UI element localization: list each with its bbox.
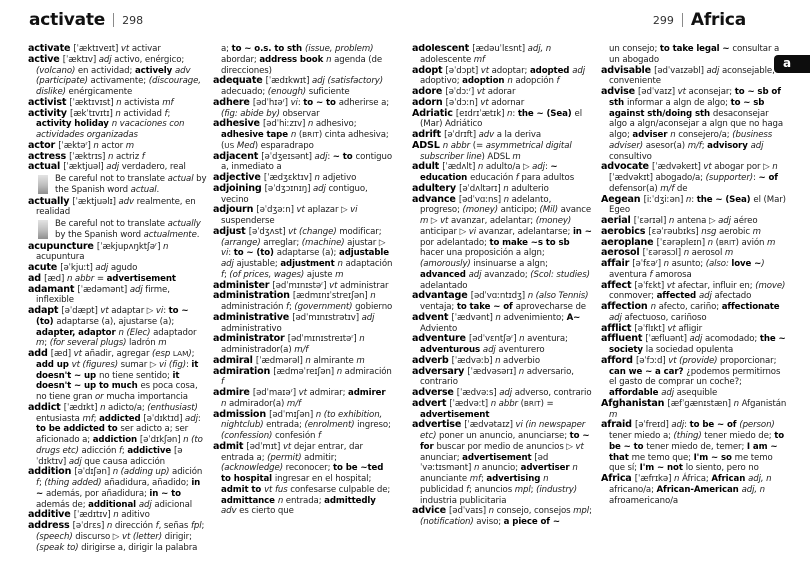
dictionary-entry: ad [æd] n abbr = advertisement: [28, 272, 176, 284]
dictionary-entry: admiration [ædməˈreɪʃən] n admiración f: [213, 365, 392, 388]
dictionary-entry: adverb [ˈædvəːb] n adverbio: [412, 354, 540, 366]
dictionary-entry: adventure [ədˈvɛntʃəʳ] n aventura; adventurous adj aventurero: [412, 333, 568, 355]
dictionary-entry: afflict [əˈflɪkt] vt afligir: [601, 322, 703, 334]
page-number-right: 299: [652, 13, 674, 27]
dictionary-entry: add [æd] vt añadir, agregar (esp LAM); add up vt (figures) sumar ▷ vi (fig): it doesn't ~ up no tiene sentido; it doesn't ~ up to much es poca cosa, no tiene gran or mucha importancia: [28, 348, 199, 402]
dictionary-entry: administrative [ədˈmɪnɪstrətɪv] adj administrativo: [213, 311, 375, 334]
dictionary-entry: affluent [ˈæfluənt] adj acomodado; the ~ society la sociedad opulenta: [601, 333, 786, 355]
dictionary-entry: afraid [əˈfreɪd] adj: to be ~ of (person) tener miedo a; (thing) tener miedo de; to be ~ to tener miedo de, temer; I am ~ that me temo que; I'm ~ so me temo que sí; I'm ~ not lo siento, pero no: [601, 419, 785, 474]
header-divider: [682, 13, 683, 27]
dictionary-entry: Adriatic [eɪdrɪˈætɪk] n: the ~ (Sea) el (Mar) Adriático: [412, 107, 583, 130]
dictionary-entry: addition [əˈdɪʃən] n (adding up) adición f; (thing added) añadidura, añadido; in ~ además, por añadidura; in ~ to además de; additional adj adicional: [28, 466, 203, 510]
dictionary-entry: aerobics [ɛəˈrəubɪks] nsg aerobic m: [601, 225, 761, 237]
dictionary-entry: active [ˈæktɪv] adj activo, enérgico; (volcano) en actividad; actively adv (participate) activamente; (discourage, dislike) enérgicamente: [28, 53, 201, 97]
dictionary-entry: advertise [ˈædvətaɪz] vi (in newspaper etc) poner un anuncio, anunciarse; to ~ for buscar por medio de anuncios ▷ vt anunciar; advertisement [ədˈvəːtɪsmənt] n anuncio; advertiser n anunciante mf; advertising n publicidad f; anuncios mpl; (industry) industria publicitaria: [412, 419, 590, 506]
dictionary-entry: advise [ədˈvaɪz] vt aconsejar; to ~ sb of sth informar a algn de algo; to ~ sb against sth/doing sth desaconsejar algo a algn/aconsejar a algn que no haga algo; adviser n consejero/a; (business adviser) asesor(a) m/f; advisory adj consultivo: [601, 86, 784, 162]
dictionary-entry: adapt [əˈdæpt] vt adaptar ▷ vi: to ~ (to) adaptarse (a), ajustarse (a); adapter, adaptor n (Elec) adaptador m; (for several plugs) ladrón m: [28, 305, 197, 349]
running-head-left: [29, 10, 143, 30]
dictionary-entry: administration [ædmɪnɪˈstreɪʃən] n administración f; (government) gobierno: [213, 290, 393, 312]
dictionary-entry: adolescent [ædəuˈlɛsnt] adj, n adolescente mf: [412, 44, 552, 65]
dictionary-entry: additive [ˈædɪtɪv] n aditivo: [28, 509, 150, 521]
dictionary-columns: [0, 44, 810, 566]
dictionary-entry: adequate [ˈædɪkwɪt] adj (satisfactory) adecuado; (enough) suficiente: [213, 75, 384, 97]
dictionary-entry: adjoining [əˈdʒɔɪnɪŋ] adj contiguo, vecino: [213, 182, 368, 205]
usage-note: Be careful not to translate actually by the Spanish word actualmente.: [28, 219, 207, 241]
usage-note: Be careful not to translate actual by the Spanish word actual.: [28, 174, 207, 196]
dictionary-entry: activity [ækˈtɪvɪtɪ] n actividad f; activity holiday n vacaciones con actividades organizadas: [28, 107, 185, 140]
dictionary-entry: acupuncture [ˈækjupʌŋktʃəʳ] n acupuntura: [28, 240, 169, 263]
dictionary-entry: afford [əˈfɔːd] vt (provide) proporcionar; can we ~ a car? ¿podemos permitirnos el gasto de comprar un coche?; affordable adj asequible: [601, 354, 781, 398]
first-headword: activate: [29, 10, 106, 30]
header-divider: [113, 13, 114, 27]
dictionary-entry: actually [ˈæktjuəlɪ] adv realmente, en realidad: [28, 195, 196, 218]
dictionary-entry: admiral [ˈædmərəl] n almirante m: [213, 354, 365, 366]
dictionary-entry: affect [əˈfɛkt] vt afectar, influir en; (move) conmover; affected adj afectado: [601, 279, 786, 302]
dictionary-entry: aerial [ˈɛərɪəl] n antena ▷ adj aéreo: [601, 215, 758, 226]
dictionary-entry: addict [ˈædɪkt] n adicto/a; (enthusiast) entusiasta mf; addicted [əˈdɪktɪd] adj: to be addicted to ser adicto a; ser aficionado a; addiction [əˈdɪkʃən] n (to drugs etc) adicción f; addictive [əˈdɪktɪv] adj que causa adicción: [28, 401, 203, 467]
dictionary-entry: adrift [əˈdrɪft] adv a la deriva: [412, 129, 542, 140]
dictionary-entry: adopt [əˈdɔpt] vt adoptar; adopted adj adoptivo; adoption n adopción f: [412, 64, 586, 87]
dictionary-entry: actor [ˈæktəʳ] n actor m: [28, 139, 134, 151]
page-number-left: 298: [122, 13, 144, 27]
dictionary-entry: advance [ədˈvɑːns] n adelanto, progreso; (money) anticipo; (Mil) avance m ▷ vt avanzar, adelantar; (money) anticipar ▷ vi avanzar, adelantarse; in ~ por adelantado; to make ~s to sb hacer una proposición a algn; (amorously) insinuarse a algn; advanced adj avanzado; (Scol: studies) adelantado: [412, 193, 592, 291]
dictionary-entry: advisable [ədˈvaɪzəbl] adj aconsejable, conveniente: [601, 64, 775, 87]
dictionary-entry: actual [ˈæktjuəl] adj verdadero, real: [28, 161, 186, 173]
dictionary-entry: adjective [ˈædʒɛktɪv] n adjetivo: [213, 172, 357, 183]
last-headword: Africa: [690, 10, 746, 30]
column-1: [28, 44, 207, 562]
dictionary-entry: acute [əˈkjuːt] adj agudo: [28, 262, 138, 273]
dictionary-entry: advent [ˈædvənt] n advenimiento; A~ Adviento: [412, 311, 581, 334]
dictionary-entry: aerosol [ˈɛərəsɔl] n aerosol m: [601, 247, 734, 259]
dictionary-entry: admit [ədˈmɪt] vt dejar entrar, dar entrada a; (permit) admitir; (acknowledge) reconocer; to be ~ted to hospital ingresar en el hospital; admit to vt fus confesarse culpable de; admittance n entrada; admittedly adv es cierto que: [213, 440, 391, 517]
dictionary-entry: Africa [ˈæfrɪkə] n África; African adj, n africano/a; African-American adj, n afroamericano/a: [601, 473, 772, 506]
dictionary-entry: adjourn [əˈdʒəːn] vt aplazar ▷ vi suspenderse: [213, 204, 358, 226]
dictionary-entry: adhesive [ədˈhiːzɪv] n adhesivo; adhesive tape n (BRIT) cinta adhesiva; (US Med) esparadrapo: [213, 118, 389, 151]
dictionary-entry: activist [ˈæktɪvɪst] n activista mf: [28, 96, 174, 108]
dictionary-entry: adjacent [əˈdʒeɪsənt] adj: ~ to contiguo a, inmediato a: [213, 150, 393, 173]
dictionary-entry: advocate [ˈædvəkeɪt] vt abogar por ▷ n [ˈædvəkɪt] abogado/a; (supporter): ~ of defensor(a) m/f de: [601, 161, 778, 194]
dictionary-entry: aeroplane [ˈɛərəpleɪn] n (BRIT) avión m: [601, 236, 776, 248]
dictionary-entry: adhere [ədˈhɪəʳ] vi: to ~ to adherirse a; (fig: abide by) observar: [213, 96, 390, 119]
dictionary-entry: adult [ˈædʌlt] n adulto/a ▷ adj: ~ education educación f para adultos: [412, 161, 575, 183]
entry-continuation: un consejo; to take legal ~ consultar a un abogado: [609, 44, 780, 65]
column-2: [213, 44, 393, 562]
dictionary-entry: affection n afecto, cariño; affectionate adj afectuoso, cariñoso: [601, 301, 780, 323]
dictionary-entry: advantage [ədˈvɑːntɪdʒ] n (also Tennis) ventaja; to take ~ of aprovecharse de: [412, 290, 589, 312]
dictionary-entry: address [əˈdrɛs] n dirección f, señas fpl; (speech) discurso ▷ vt (letter) dirigir; (speak to) dirigirse a, dirigir la palabra: [28, 520, 205, 553]
dictionary-entry: Aegean [iːˈdʒiːən] n: the ~ (Sea) el (Mar) Egeo: [601, 193, 786, 216]
dictionary-entry: actress [ˈæktrɪs] n actriz f: [28, 150, 145, 162]
dictionary-entry: ADSL n abbr (= asymmetrical digital subscriber line) ADSL m: [412, 139, 572, 162]
dictionary-entry: adverse [ˈædvəːs] adj adverso, contrario: [412, 387, 592, 398]
dictionary-entry: adjust [əˈdʒʌst] vt (change) modificar; (arrange) arreglar; (machine) ajustar ▷ vi: to ~ (to) adaptarse (a); adjustable adj ajustable; adjustment n adaptación f; (of prices, wages) ajuste m: [213, 225, 393, 280]
dictionary-entry: adultery [əˈdʌltərɪ] n adulterio: [412, 182, 549, 194]
dictionary-entry: adorn [əˈdɔːn] vt adornar: [412, 96, 525, 108]
dictionary-entry: admission [ədˈmɪʃən] n (to exhibition, nightclub) entrada; (enrolment) ingreso; (confession) confesión f: [213, 408, 391, 441]
dictionary-entry: admire [ədˈmaɪəʳ] vt admirar; admirer n admirador(a) m/f: [213, 387, 386, 409]
dictionary-entry: adversary [ˈædvəsərɪ] n adversario, contrario: [412, 365, 574, 388]
thumb-tab-letter: a: [783, 56, 792, 70]
dictionary-entry: affair [əˈfɛəʳ] n asunto; (also: love ~) aventura f amorosa: [601, 258, 765, 280]
dictionary-entry: Afghanistan [æfˈgænɪstæn] n Afganistán m: [601, 397, 787, 420]
entry-continuation: a; to ~ o.s. to sth (issue, problem) abordar; address book n agenda (de direcciones): [221, 44, 383, 76]
dictionary-entry: activate [ˈæktɪveɪt] vt activar: [28, 44, 161, 54]
dictionary-entry: advice [ədˈvaɪs] n consejo, consejos mpl; (notification) aviso; a piece of ~: [412, 505, 592, 527]
dictionary-entry: administrator [ədˈmɪnɪstreɪtəʳ] n administrador(a) m/f: [213, 333, 365, 355]
dictionary-entry: advert [ˈædvəːt] n abbr (BRIT) = advertisement: [412, 397, 554, 420]
column-4: [601, 44, 787, 562]
column-3: [412, 44, 593, 562]
dictionary-entry: adore [əˈdɔːʳ] vt adorar: [412, 86, 516, 97]
dictionary-entry: adamant [ˈædəmənt] adj firme, inflexible: [28, 283, 170, 306]
running-head-right: [653, 10, 746, 30]
dictionary-entry: administer [ədˈmɪnɪstəʳ] vt administrar: [213, 279, 389, 291]
